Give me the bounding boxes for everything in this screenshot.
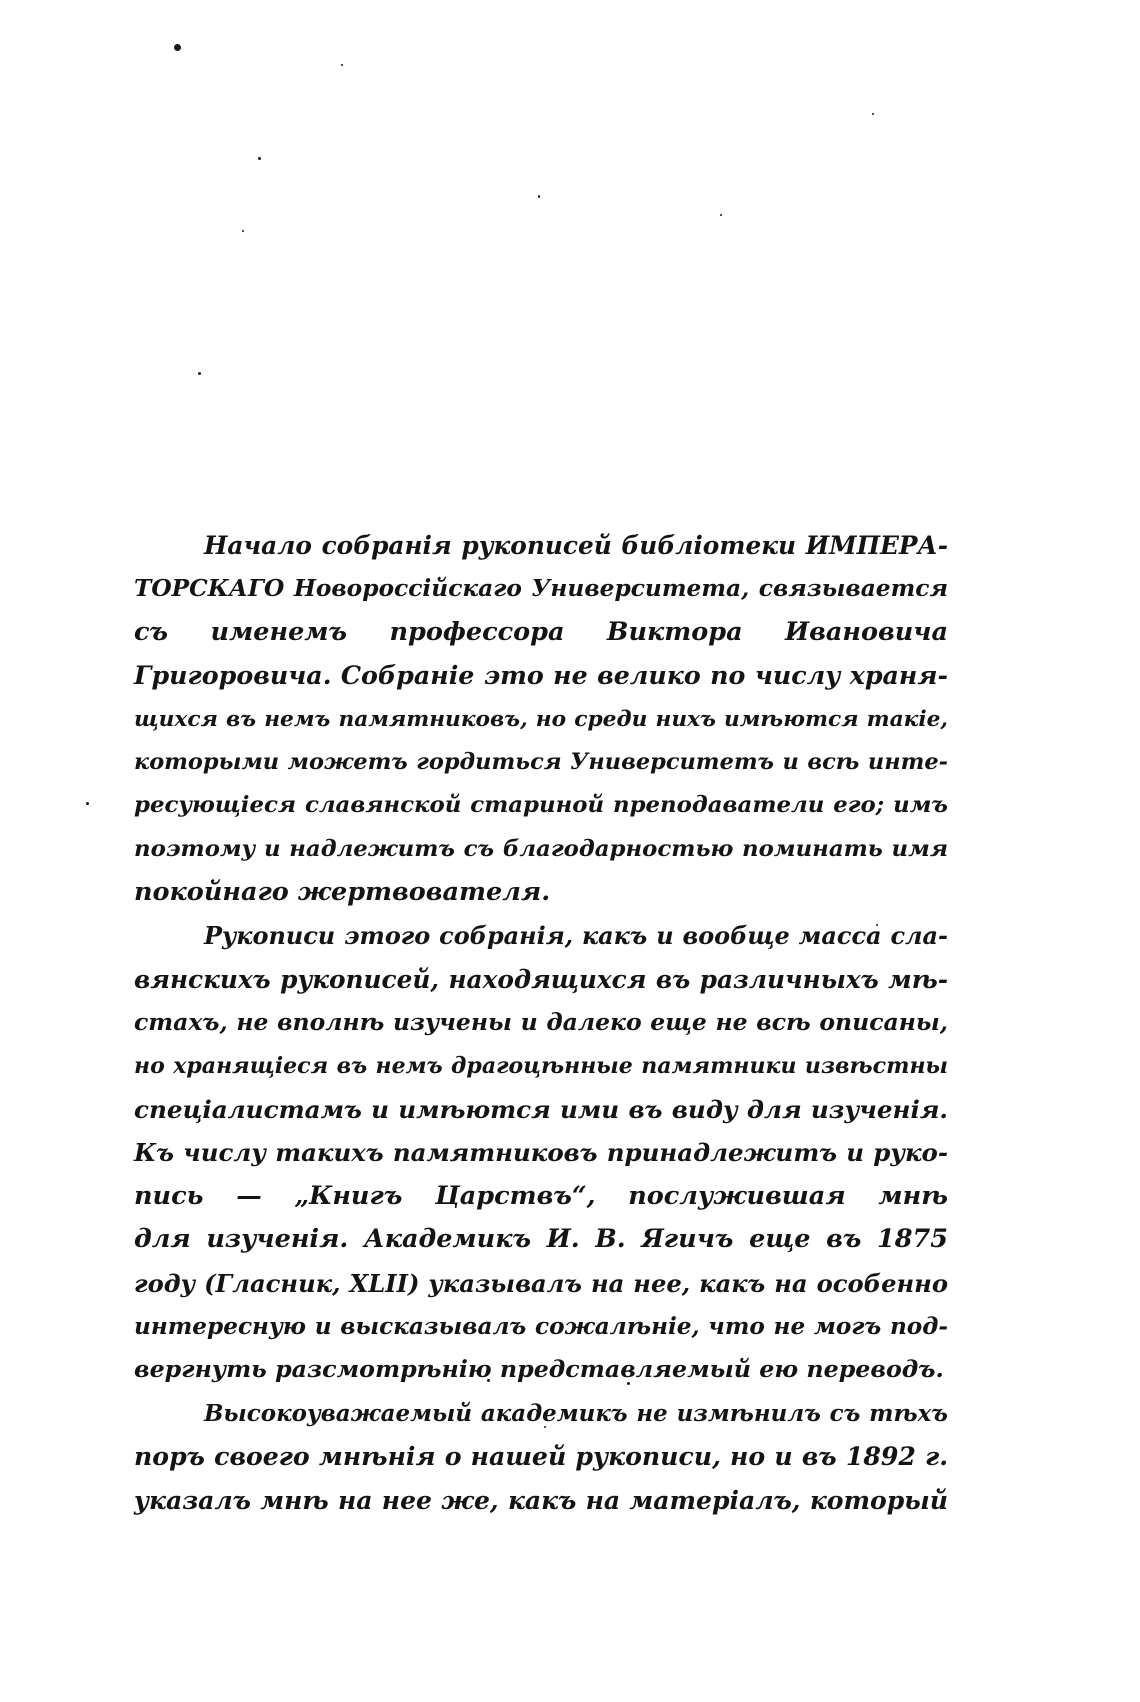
- text-line: Григоровича. Собраніе это не велико по числу храня-: [134, 660, 948, 691]
- text-line: ТОРСКАГО Новороссійскаго Университета, связывается: [134, 575, 948, 603]
- text-line: вянскихъ рукописей, находящихся въ различныхъ мѣ-: [134, 964, 948, 994]
- paragraph: [134, 1392, 948, 1522]
- scan-speck: [341, 64, 343, 66]
- scan-speck: [720, 214, 722, 216]
- text-line: Начало собранія рукописей библіотеки ИМПЕРА-: [204, 531, 948, 560]
- body-text: [134, 524, 948, 1522]
- text-line: спеціалистамъ и имѣются ими въ виду для изученія.: [134, 1095, 948, 1125]
- scan-speck: [242, 230, 244, 232]
- text-line: Высокоуважаемый академикъ не измѣнилъ съ тѣхъ: [204, 1399, 948, 1427]
- text-line: покойнаго жертвователя.: [134, 877, 551, 908]
- scan-speck: [174, 44, 181, 51]
- text-line: Рукописи этого собранія, какъ и вообще масса сла-: [204, 921, 948, 950]
- text-line: которыми можетъ гордиться Университетъ и всѣ инте-: [134, 748, 948, 775]
- text-line: ресующіеся славянской стариной преподаватели его; имъ: [134, 792, 948, 819]
- text-line: пись — „Книгъ Царствъ“, послужившая мнѣ: [134, 1180, 948, 1211]
- text-line: съ именемъ профессора Виктора Ивановича: [134, 616, 948, 647]
- text-line: стахъ, не вполнѣ изучены и далеко еще не всѣ описаны,: [134, 1008, 948, 1037]
- text-line: для изученія. Академикъ И. В. Ягичъ еще въ 1875: [134, 1224, 948, 1255]
- text-line: вергнуть разсмотрѣнію представляемый ею переводъ.: [134, 1355, 944, 1384]
- text-line: году (Гласник, XLII) указывалъ на нее, какъ на особенно: [134, 1268, 948, 1298]
- text-line: но хранящіеся въ немъ драгоцѣнные памятники извѣстны: [134, 1052, 948, 1079]
- scan-speck: [198, 372, 201, 375]
- text-line: указалъ мнѣ на нее же, какъ на матеріалъ, который: [134, 1484, 948, 1515]
- paragraph: [134, 915, 948, 1392]
- scan-speck: [538, 195, 540, 198]
- text-line: щихся въ немъ памятниковъ, но среди нихъ имѣются такіе,: [134, 706, 948, 732]
- text-line: интересную и высказывалъ сожалѣніе, что не могъ под-: [134, 1313, 948, 1341]
- scan-speck: [258, 157, 261, 160]
- scan-speck: [86, 802, 89, 805]
- text-line: поръ своего мнѣнія о нашей рукописи, но и въ 1892 г.: [134, 1441, 948, 1472]
- paragraph: [134, 524, 948, 915]
- text-line: поэтому и надлежитъ съ благодарностью поминать имя: [134, 835, 948, 862]
- text-line: Къ числу такихъ памятниковъ принадлежитъ и руко-: [134, 1138, 948, 1168]
- scan-speck: [872, 113, 874, 115]
